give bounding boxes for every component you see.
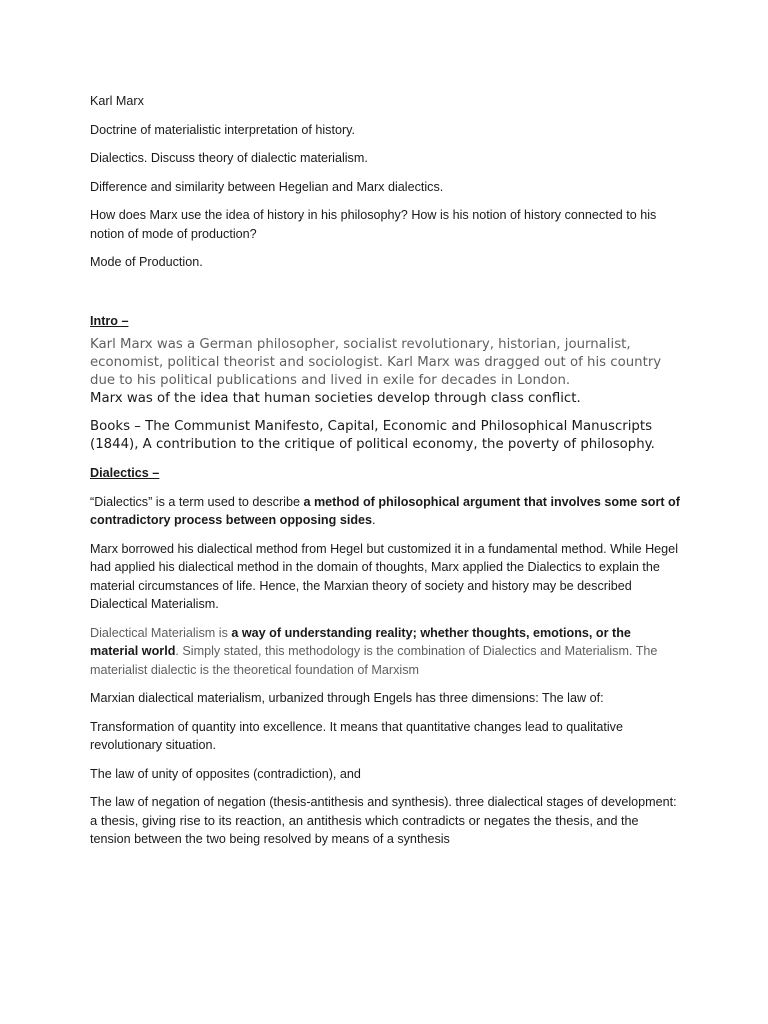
line-how-does-marx: How does Marx use the idea of history in his philosophy? How is his notion of history connected to his notion of mode of production?: [90, 208, 657, 241]
dm-post: . Simply stated, this methodology is the combination of Dialectics and Materialism. The materialist dialectic is the theoretical foundation of Marxism: [90, 644, 658, 677]
dm-bold: a way of understanding reality; whether thoughts, emotions, or the material world: [90, 625, 631, 658]
law3-b: a thesis, giving rise to its reaction, an antithesis which contradicts or negates the thesis,: [90, 812, 593, 828]
dialectics-definition: [90, 493, 680, 530]
dialectical-materialism-paragraph: [90, 624, 680, 680]
line-difference: Difference and similarity between Hegelian and Marx dialectics.: [90, 179, 444, 194]
books-paragraph: Books – The Communist Manifesto, Capital, Economic and Philosophical Manuscripts (1844), A contribution to the critique of political economy, the poverty of philosophy.: [90, 419, 655, 452]
line-dialectics: Dialectics. Discuss theory of dialectic materialism.: [90, 151, 368, 165]
dialectics-definition-post: .: [372, 513, 376, 527]
law-unity-of-opposites: The law of unity of opposites (contradiction), and: [90, 766, 361, 781]
intro-paragraph: Karl Marx was a German philosopher, socialist revolutionary, historian, journalist, economist, political theorist and sociologist. Karl Marx was dragged out of his country due to his political publications and lived in exile for decades in London.: [90, 337, 662, 388]
line-karl-marx: Karl Marx: [90, 94, 144, 108]
dm-pre: Dialectical Materialism is: [90, 625, 232, 640]
law-negation-of-negation: [90, 793, 680, 849]
dialectics-definition-bold: a method of philosophical argument that involves some sort of contradictory process between opposing sides: [90, 494, 680, 527]
marx-borrowed-paragraph: Marx borrowed his dialectical method from Hegel but customized it in a fundamental method. While Hegel had applied his dialectical method in the domain of thoughts, Marx applied the Dialectics to explain the material circumstances of life. Hence, the Marxian theory of society and history may be described Dialectical Materialism.: [90, 541, 678, 611]
document-page: [90, 92, 680, 849]
intro-class-conflict: Marx was of the idea that human societies develop through class conflict.: [90, 391, 581, 406]
line-doctrine: Doctrine of materialistic interpretation of history.: [90, 122, 356, 137]
law3-a: The law of negation of negation (thesis-antithesis and synthesis). three dialectical stages of development:: [90, 795, 677, 809]
dialectics-definition-pre: “Dialectics” is a term used to describe: [90, 494, 304, 509]
dialectics-heading: Dialectics –: [90, 466, 160, 480]
line-mode-of-production: Mode of Production.: [90, 255, 203, 269]
law3-c: and the tension between the two being resolved by means of a synthesis: [90, 813, 639, 846]
three-dimensions-line: Marxian dialectical materialism, urbanized through Engels has three dimensions: The law of:: [90, 691, 604, 705]
intro-heading: Intro –: [90, 313, 129, 328]
law-transformation: Transformation of quantity into excellence. It means that quantitative changes lead to qualitative revolutionary situation.: [90, 719, 623, 752]
